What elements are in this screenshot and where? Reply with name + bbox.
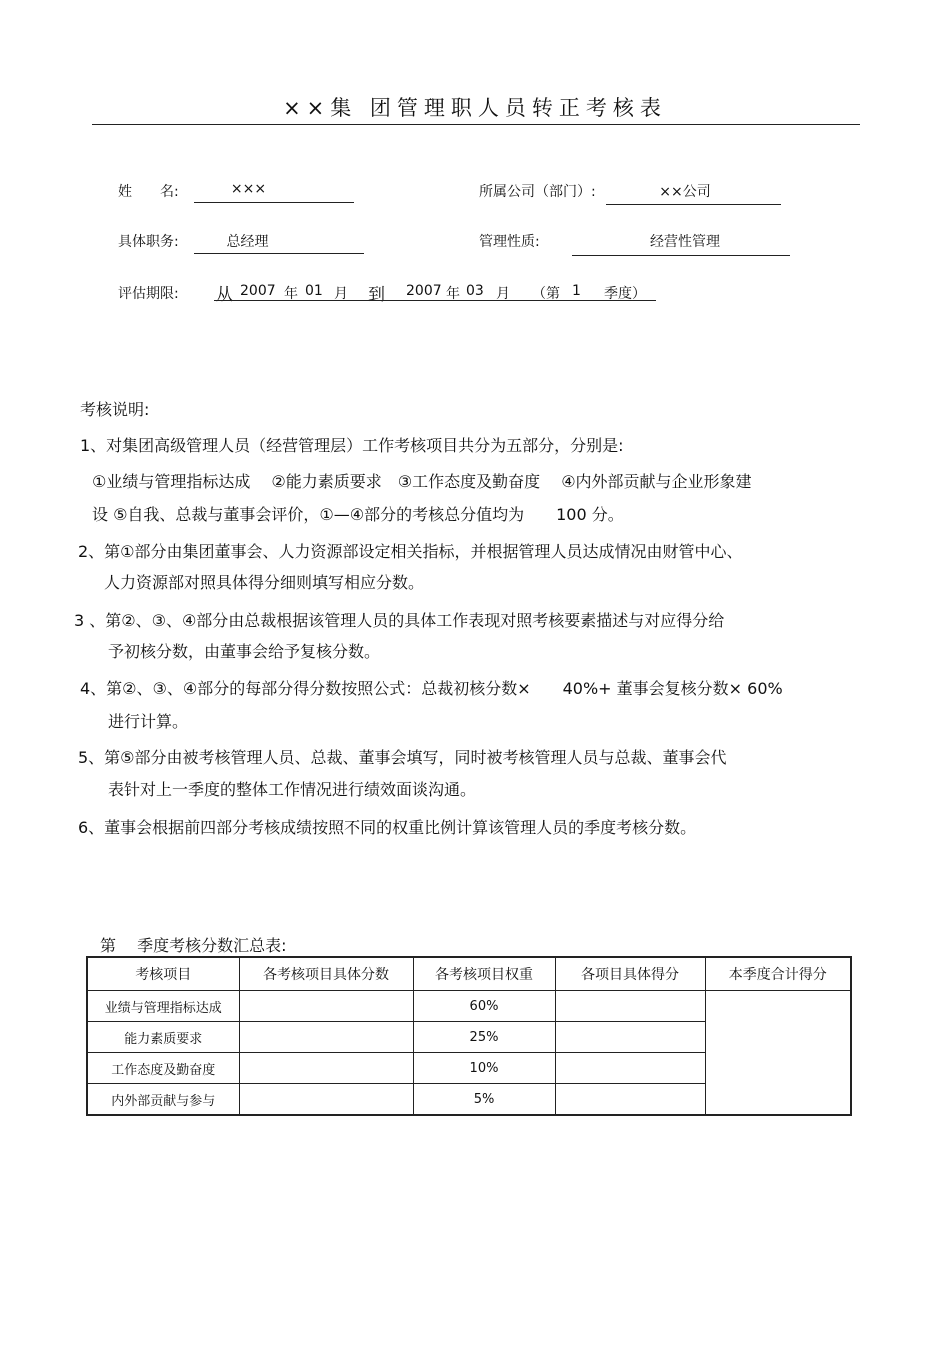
note-line: 人力资源部对照具体得分细则填写相应分数。 xyxy=(104,573,425,592)
period-to-month: 03 xyxy=(466,283,484,299)
note-line: 设 ⑤自我、总裁与董事会评价，①—④部分的考核总分值均为 100 分。 xyxy=(92,505,624,524)
summary-table xyxy=(86,956,852,1116)
company-value: ××公司 xyxy=(659,184,711,200)
period-year-unit: 年 xyxy=(284,286,298,302)
note-line: 进行计算。 xyxy=(108,712,189,731)
weight-cell: 10% xyxy=(413,1053,555,1084)
note-line: ①业绩与管理指标达成 ②能力素质要求 ③工作态度及勤奋度 ④内外部贡献与企业形象建 xyxy=(92,472,752,491)
nature-value: 经营性管理 xyxy=(650,234,720,250)
company-label: 所属公司（部门）: xyxy=(479,184,596,200)
header-cell: 本季度合计得分 xyxy=(705,957,851,991)
item-cell: 工作态度及勤奋度 xyxy=(87,1053,239,1084)
period-month-unit: 月 xyxy=(334,286,348,302)
note-line: 3 、第②、③、④部分由总裁根据该管理人员的具体工作表现对照考核要素描述与对应得分给 xyxy=(74,611,725,630)
note-line: 2、第①部分由集团董事会、人力资源部设定相关指标，并根据管理人员达成情况由财管中心、 xyxy=(78,542,743,561)
name-value: ××× xyxy=(230,181,267,197)
result-cell[interactable] xyxy=(555,1022,705,1053)
name-label: 姓 名: xyxy=(118,184,179,200)
company-underline xyxy=(606,204,781,205)
score-cell[interactable] xyxy=(239,991,413,1022)
item-cell: 能力素质要求 xyxy=(87,1022,239,1053)
name-underline xyxy=(194,202,354,203)
item-cell: 内外部贡献与参与 xyxy=(87,1084,239,1116)
period-to-year: 2007 xyxy=(406,283,442,299)
item-cell: 业绩与管理指标达成 xyxy=(87,991,239,1022)
result-cell[interactable] xyxy=(555,991,705,1022)
weight-cell: 25% xyxy=(413,1022,555,1053)
header-cell: 各考核项目具体分数 xyxy=(239,957,413,991)
score-cell[interactable] xyxy=(239,1084,413,1116)
period-underline xyxy=(214,300,656,301)
note-line: 5、第⑤部分由被考核管理人员、总裁、董事会填写，同时被考核管理人员与总裁、董事会代 xyxy=(78,748,727,767)
header-cell: 各项目具体得分 xyxy=(555,957,705,991)
period-quarter: 1 xyxy=(572,283,581,299)
note-line: 1、对集团高级管理人员（经营管理层）工作考核项目共分为五部分，分别是: xyxy=(80,436,624,455)
nature-underline xyxy=(572,255,790,256)
period-label: 评估期限: xyxy=(118,286,179,302)
result-cell[interactable] xyxy=(555,1084,705,1116)
note-line: 6、董事会根据前四部分考核成绩按照不同的权重比例计算该管理人员的季度考核分数。 xyxy=(78,818,697,837)
weight-cell: 60% xyxy=(413,991,555,1022)
summary-caption: 第 季度考核分数汇总表: xyxy=(100,936,287,955)
result-cell[interactable] xyxy=(555,1053,705,1084)
page-title: ××集 团管理职人员转正考核表 xyxy=(283,96,667,120)
period-from-year: 2007 xyxy=(240,283,276,299)
title-divider xyxy=(92,124,860,125)
note-line: 予初核分数，由董事会给予复核分数。 xyxy=(108,642,381,661)
score-cell[interactable] xyxy=(239,1022,413,1053)
note-line: 4、第②、③、④部分的每部分得分数按照公式：总裁初核分数× 40%+ 董事会复核分数× 60% xyxy=(80,679,783,698)
note-line: 表针对上一季度的整体工作情况进行绩效面谈沟通。 xyxy=(108,780,477,799)
header-cell: 各考核项目权重 xyxy=(413,957,555,991)
period-quarter-open: （第 xyxy=(532,286,560,302)
period-from: 从 xyxy=(216,285,233,305)
table-header-row xyxy=(87,957,851,991)
period-from-month: 01 xyxy=(305,283,323,299)
period-year-unit-2: 年 xyxy=(446,286,460,302)
table-row xyxy=(87,991,851,1022)
notes-heading: 考核说明: xyxy=(80,400,150,419)
position-underline xyxy=(194,253,364,254)
total-cell[interactable] xyxy=(705,991,851,1116)
position-value: 总经理 xyxy=(226,234,269,250)
period-month-unit-2: 月 xyxy=(496,286,510,302)
score-cell[interactable] xyxy=(239,1053,413,1084)
period-quarter-close: 季度） xyxy=(604,286,646,302)
period-to: 到 xyxy=(368,285,385,305)
header-cell: 考核项目 xyxy=(87,957,239,991)
weight-cell: 5% xyxy=(413,1084,555,1116)
position-label: 具体职务: xyxy=(118,234,179,250)
nature-label: 管理性质: xyxy=(479,234,540,250)
